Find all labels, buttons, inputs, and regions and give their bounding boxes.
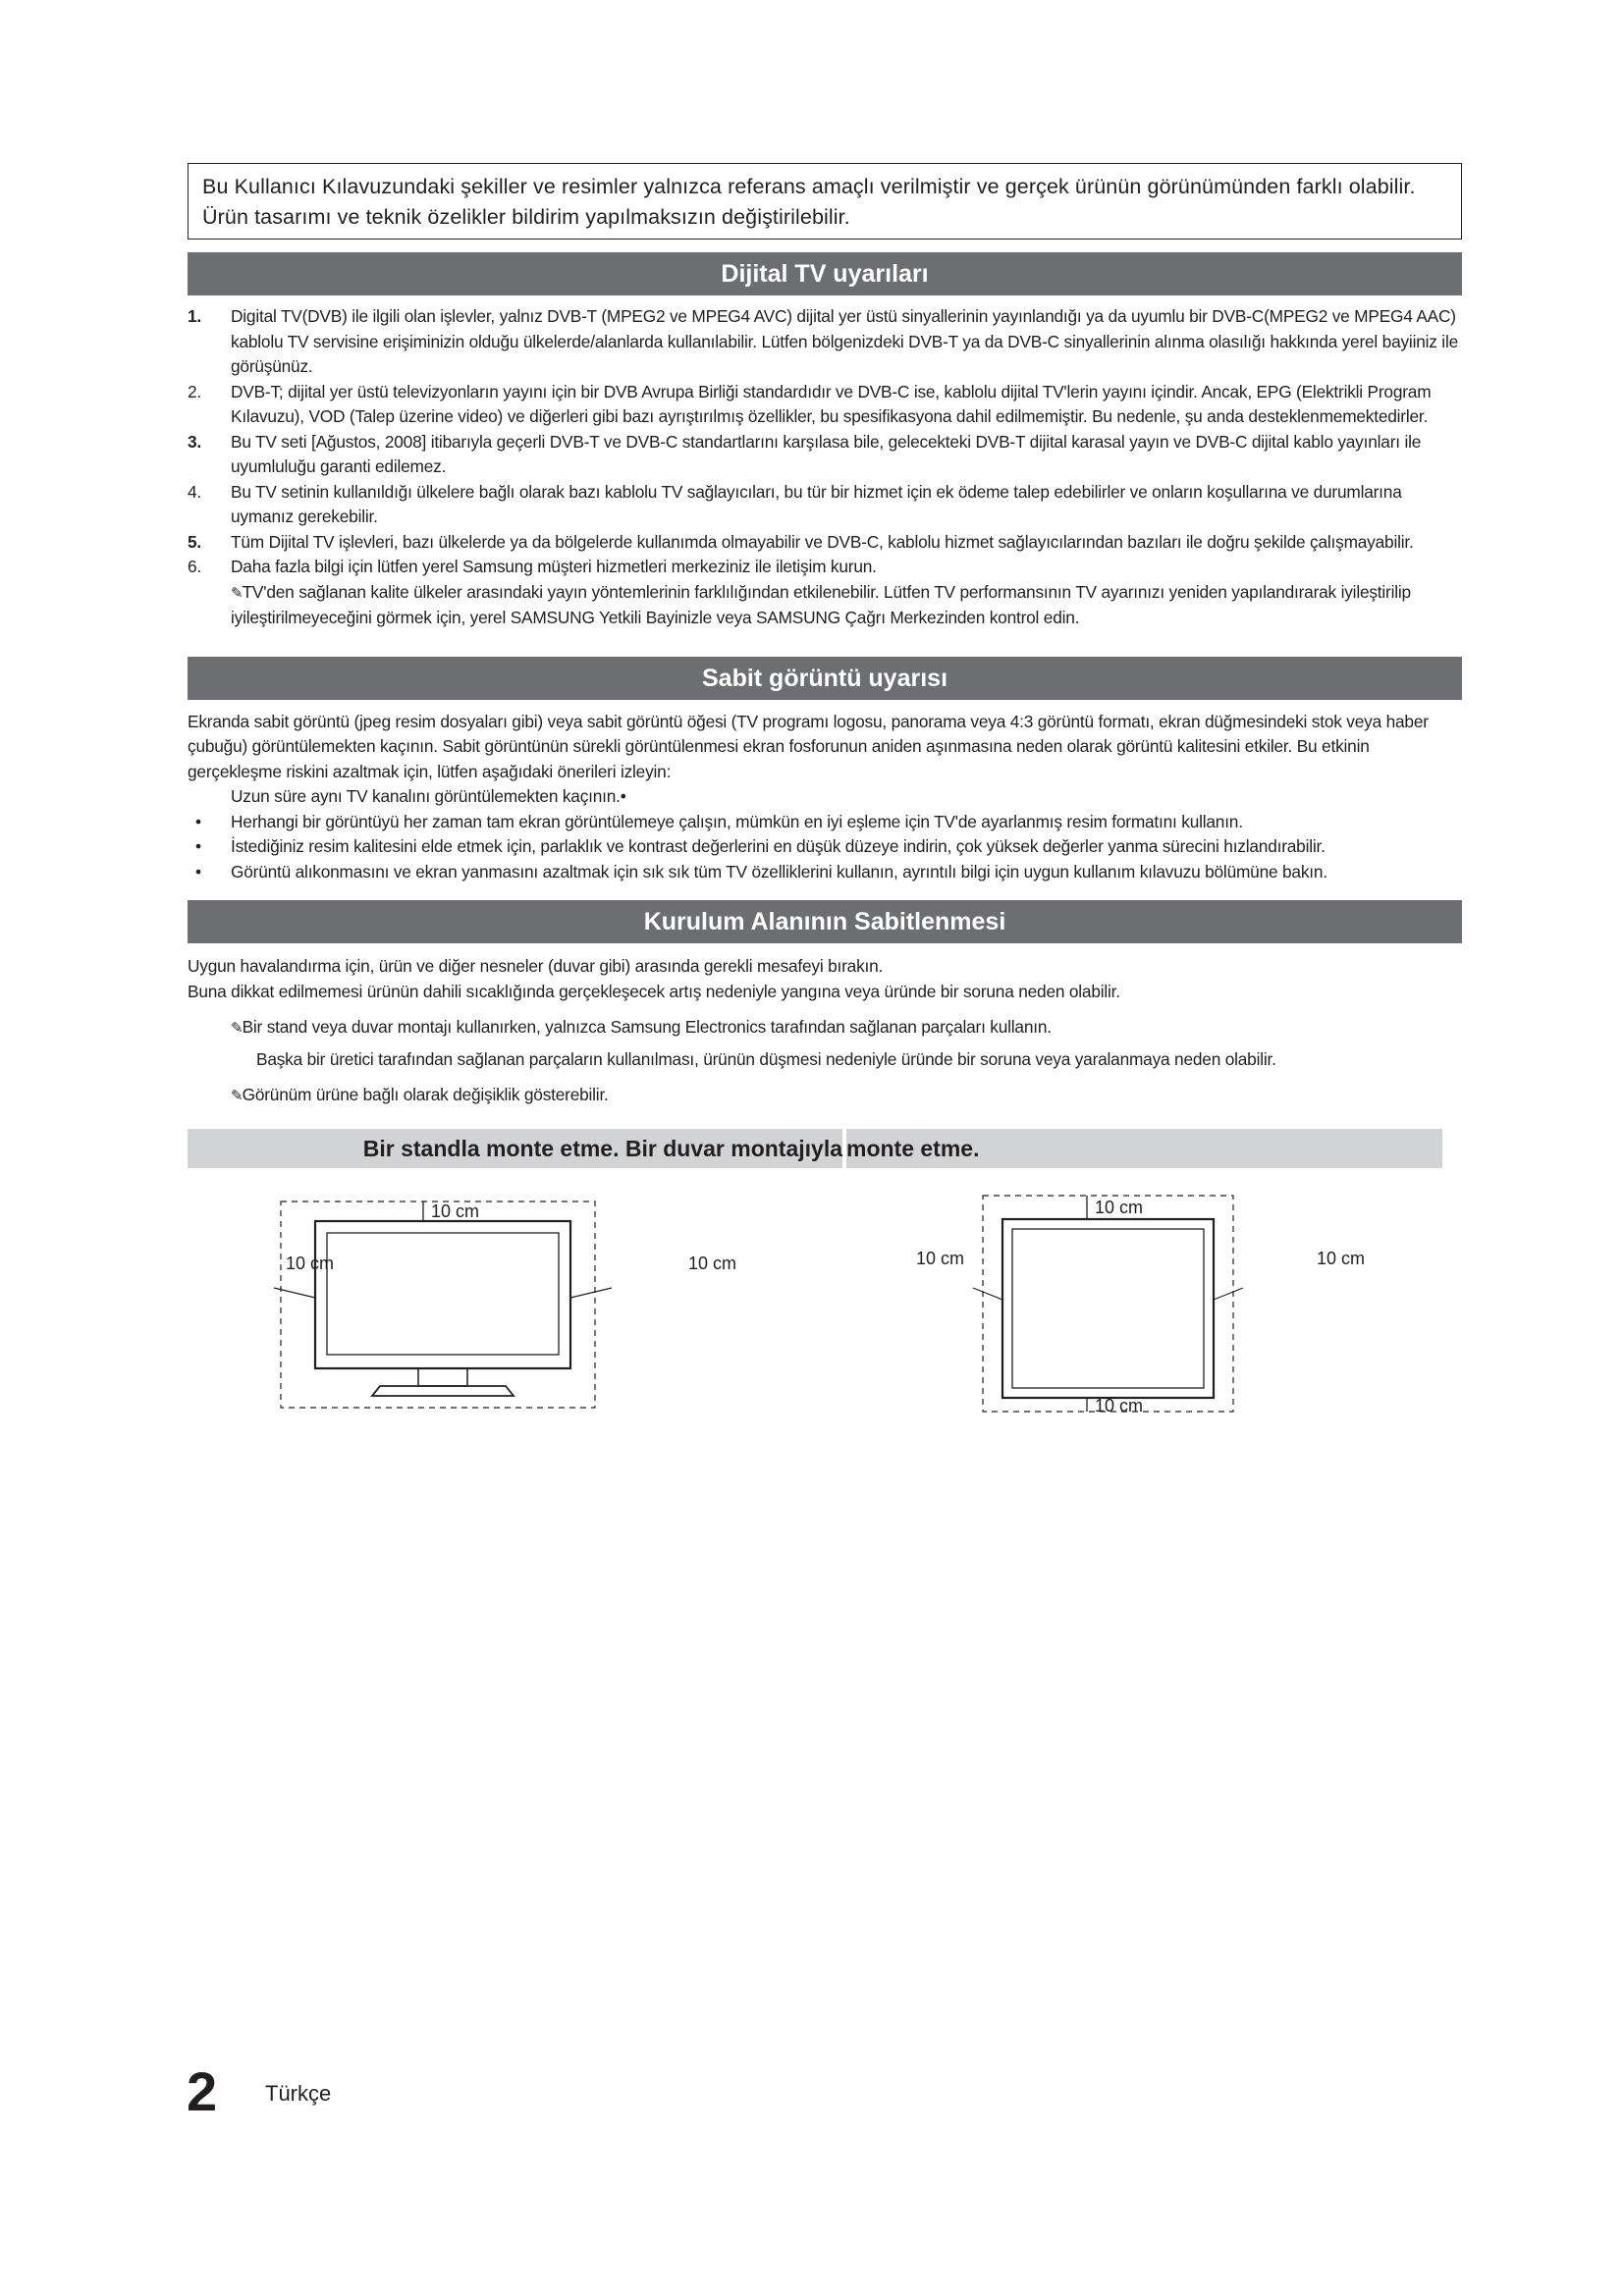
dim-label-left: 10 cm bbox=[286, 1253, 335, 1273]
dim-line-right bbox=[570, 1288, 612, 1298]
section-title-installation: Kurulum Alanının Sabitlenmesi bbox=[188, 900, 1462, 943]
item-number: 2. bbox=[188, 381, 202, 401]
note-text: stand veya duvar montajı kullanırken, yalnızca Samsung Electronics tarafından sağlanan parçaları kullanın. bbox=[262, 1017, 1052, 1037]
item-text: DVB-T; dijital yer üstü televizyonların yayını için bir DVB Avrupa Birliği standardıdır ve DVB-C ise, kablolu dijital TV'lerin yayını içindir. Ancak, EPG (Elektrikli Program Kılavuzu), VOD (Talep üzerine video) ve diğerleri gibi bazı ayrıştırılmış özellikler, bu spesifikasyona dahil edilmemiştir. Bu nedenle, şu anda desteklenmemektedirler. bbox=[231, 381, 1432, 426]
item-text: Bu TV setinin kullanıldığı ülkelere bağlı olarak bazı kablolu TV sağlayıcıları, bu tür bir hizmet için ek ödeme talep edebilirler ve onların koşullarına ve durumlarına uymanız gerekebilir. bbox=[231, 481, 1402, 526]
clearance-diagrams bbox=[188, 1190, 1462, 1465]
tv-bezel bbox=[1002, 1219, 1214, 1398]
list-item bbox=[188, 430, 1462, 480]
page-number: 2 bbox=[187, 2060, 218, 2122]
list-item bbox=[188, 860, 1462, 885]
item-text: Daha fazla bilgi için lütfen yerel Samsung müşteri hizmetleri merkeziniz ile iletişim kurun. bbox=[231, 557, 877, 576]
item-number: 1. bbox=[188, 306, 202, 326]
bullet-icon: • bbox=[195, 811, 201, 831]
installation-line-2: Buna dikkat edilmemesi ürünün dahili sıcaklığında gerçekleşecek artış nedeniyle yangına veya üründe bir soruna neden olabilir. bbox=[188, 981, 1120, 1001]
tv-stand-base bbox=[372, 1386, 514, 1396]
note-parts bbox=[188, 1015, 1462, 1041]
still-image-section bbox=[188, 710, 1462, 885]
note-pencil-icon: ✎ bbox=[231, 1020, 241, 1037]
wall-mount-diagram bbox=[914, 1190, 1268, 1425]
dim-line-left bbox=[973, 1288, 1002, 1300]
list-item bbox=[188, 304, 1462, 380]
item-text: Bu TV seti [Ağustos, 2008] itibarıyla geçerli DVB-T ve DVB-C standartlarını karşılasa bile, gelecekteki DVB-T dijital karasal yayın ve DVB-C dijital kablo yayınları ile uyumluluğu garanti edilemez. bbox=[231, 431, 1422, 476]
section-title-digital-tv: Dijital TV uyarıları bbox=[188, 252, 1462, 295]
list-item bbox=[188, 810, 1462, 835]
note-sub-text: Başka bir üretici tarafından sağlanan parçaların kullanılması, ürünün düşmesi nedeniyle üründe bir soruna veya yaralanmaya neden olabilir. bbox=[256, 1048, 1276, 1069]
tv-bezel bbox=[315, 1221, 570, 1368]
digital-tv-list bbox=[188, 304, 1462, 580]
tip-text: Herhangi bir görüntüyü her zaman tam ekran görüntülemeye çalışın, mümkün en iyi eşleme için TV'de ayarlanmış resim formatını kullanın. bbox=[231, 811, 1243, 831]
dim-label-top: 10 cm bbox=[1095, 1197, 1144, 1217]
item-number: 6. bbox=[188, 557, 202, 576]
note-tv-quality bbox=[188, 580, 1462, 631]
stand-mount-label: Bir standla monte etme. Bir duvar montajıyla bbox=[188, 1129, 842, 1168]
list-item bbox=[188, 530, 1462, 556]
item-text: Tüm Dijital TV işlevleri, bazı ülkelerde ya da bölgelerde kullanımda olmayabilir ve DVB-C, kablolu hizmet sağlayıcılarından bazıları ile doğru şekilde çalışmayabilir. bbox=[231, 531, 1414, 552]
dim-label-right: 10 cm bbox=[1317, 1248, 1366, 1268]
item-number: 4. bbox=[188, 481, 202, 502]
page bbox=[188, 163, 1462, 1465]
note-prefix: Bir bbox=[242, 1017, 263, 1037]
still-image-first-tip: Uzun süre aynı TV kanalını görüntülemekten kaçının.• bbox=[231, 786, 626, 806]
tv-screen bbox=[1012, 1229, 1204, 1388]
note-pencil-icon: ✎ bbox=[231, 584, 241, 602]
note-text: rünüm ürüne bağlı olarak değişiklik gösterebilir. bbox=[264, 1085, 609, 1104]
list-item bbox=[188, 834, 1462, 860]
list-item bbox=[188, 480, 1462, 530]
still-image-intro: Ekranda sabit görüntü (jpeg resim dosyaları gibi) veya sabit görüntü öğesi (TV programı logosu, panorama veya 4:3 görüntü formatı, ekran düğmesindeki stok veya haber çubuğu) görüntülemekten kaçının. Sabit görüntünün sürekli görüntülenmesi ekran fosforunun aniden aşınmasına neden olarak görüntü kalitesini etkiler. Bu etkinin gerçekleşme riskini azaltmak için, lütfen aşağıdaki önerileri izleyin: bbox=[188, 711, 1429, 781]
note-appearance bbox=[188, 1083, 1462, 1109]
installation-section bbox=[188, 954, 1462, 1109]
disclaimer-box: Bu Kullanıcı Kılavuzundaki şekiller ve resimler yalnızca referans amaçlı verilmiştir ve gerçek ürünün görünümünden farklı olabilir. Ürün tasarımı ve teknik özelikler bildirim yapılmaksızın değiştirilebilir. bbox=[188, 163, 1462, 240]
bullet-icon: • bbox=[195, 836, 201, 856]
dim-line-left bbox=[274, 1288, 315, 1298]
tv-screen bbox=[327, 1233, 559, 1355]
stand-mount-diagram bbox=[266, 1190, 620, 1425]
list-item bbox=[188, 380, 1462, 430]
installation-line-1: Uygun havalandırma için, ürün ve diğer nesneler (duvar gibi) arasında gerekli mesafeyi bırakın. bbox=[188, 956, 884, 976]
dim-label-top: 10 cm bbox=[431, 1201, 480, 1221]
tv-stand-neck bbox=[418, 1368, 467, 1386]
bullet-icon: • bbox=[195, 861, 201, 881]
note-prefix: TV bbox=[242, 581, 264, 602]
language-label: Türkçe bbox=[265, 2081, 332, 2106]
note-text: 'den sağlanan kalite ülkeler arasındaki yayın yöntemlerinin farklılığından etkilenebilir. Lütfen TV performansının TV ayarınızı yeniden yapılandırarak iyileştirilip iyileştirilmeyeceğini görmek için, yerel SAMSUNG Yetkili Bayinizle veya SAMSUNG Çağrı Merkezinden kontrol edin. bbox=[231, 581, 1411, 627]
digital-tv-section bbox=[188, 304, 1462, 631]
item-number: 3. bbox=[188, 431, 202, 452]
dim-label-right: 10 cm bbox=[688, 1253, 737, 1273]
tip-text: Görüntü alıkonmasını ve ekran yanmasını azaltmak için sık sık tüm TV özelliklerini kullanın, ayrıntılı bilgi için uygun kullanım kılavuzu bölümüne bakın. bbox=[231, 861, 1327, 881]
dim-label-left: 10 cm bbox=[916, 1248, 965, 1268]
note-pencil-icon: ✎ bbox=[231, 1088, 241, 1104]
tip-text: İstediğiniz resim kalitesini elde etmek için, parlaklık ve kontrast değerlerini en düşük düzeye indirin, çok yüksek değerler yanma sürecini hızlandırabilir. bbox=[231, 836, 1326, 856]
wall-mount-label: monte etme. bbox=[846, 1129, 1442, 1168]
section-title-still-image: Sabit görüntü uyarısı bbox=[188, 657, 1462, 700]
note-prefix: Gö bbox=[242, 1085, 265, 1104]
note-parts-sub bbox=[188, 1047, 1462, 1073]
item-text: Digital TV(DVB) ile ilgili olan işlevler, yalnız DVB-T (MPEG2 ve MPEG4 AVC) dijital yer üstü sinyallerinin yayınlandığı ya da uyumlu bir DVB-C(MPEG2 ve MPEG4 AAC) kablolu TV servisine erişiminizin olduğu ülkelerde/alanlarda kullanılabilir. Lütfen bölgenizdeki DVB-T ya da DVB-C sinyallerinin alınma olasılığı hakkında yerel bayiiniz ile görüşünüz. bbox=[231, 306, 1458, 376]
mounting-type-header bbox=[188, 1129, 1462, 1168]
still-image-tips bbox=[188, 810, 1462, 885]
item-number: 5. bbox=[188, 531, 202, 552]
list-item bbox=[188, 555, 1462, 580]
dim-label-bottom: 10 cm bbox=[1095, 1395, 1144, 1415]
dim-line-right bbox=[1214, 1288, 1243, 1300]
clearance-boundary bbox=[983, 1196, 1233, 1412]
